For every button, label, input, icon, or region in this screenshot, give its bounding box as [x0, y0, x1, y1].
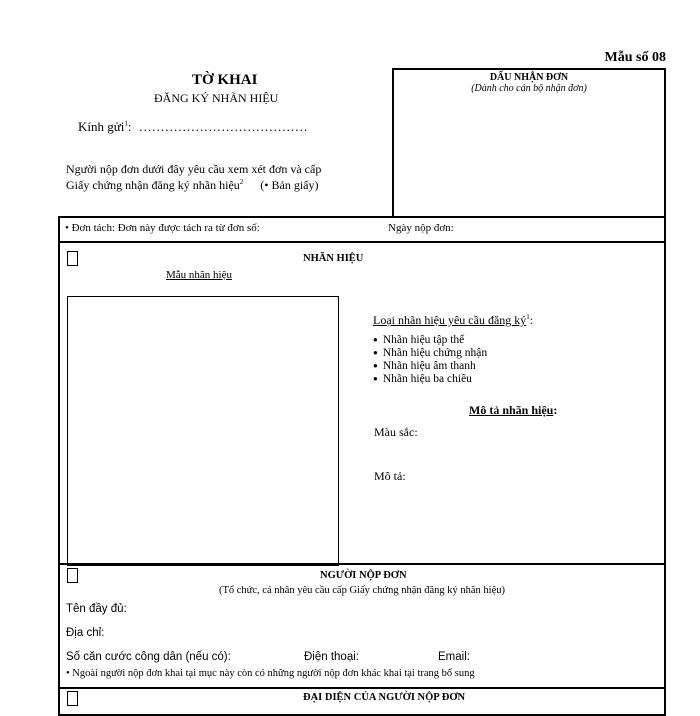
- applicant-section-title: NGƯỜI NỘP ĐƠN: [320, 570, 407, 581]
- trademark-type-certification[interactable]: ● Nhãn hiệu chứng nhận: [373, 347, 487, 360]
- trademark-type-list: [373, 334, 487, 386]
- split-text: Đơn tách: Đơn này được tách ra từ đơn số:: [71, 222, 260, 234]
- applicant-note: (Tổ chức, cá nhân yêu cầu cấp Giấy chứng nhận đăng ký nhãn hiệu): [218, 585, 506, 596]
- trademark-type-3d[interactable]: ● Nhãn hiệu ba chiều: [373, 373, 487, 386]
- trademark-desc-suffix: :: [553, 403, 558, 417]
- recipient-label: Kính gửi: [78, 119, 125, 134]
- form-title: TỜ KHAI: [192, 72, 258, 88]
- form-number: Mẫu số 08: [604, 50, 666, 65]
- trademark-sample-box[interactable]: [67, 296, 339, 566]
- applicant-id-label: Số căn cước công dân (nếu có):: [66, 651, 231, 663]
- request-text: Giấy chứng nhận đăng ký nhãn hiệu: [66, 178, 240, 192]
- trademark-checkbox[interactable]: [67, 251, 78, 266]
- trademark-type-suffix: :: [529, 313, 534, 327]
- recipient-footnote: 1: [124, 119, 128, 128]
- applicant-email-label: Email:: [438, 651, 470, 663]
- split-row: [65, 222, 260, 234]
- applicant-phone-label: Điện thoại:: [304, 651, 359, 663]
- divider-applicant: [58, 563, 666, 565]
- recipient-dots[interactable]: …………………………………: [138, 119, 308, 134]
- applicant-fullname-label: Tên đầy đủ:: [66, 603, 127, 615]
- stamp-box: [392, 68, 666, 218]
- recipient-suffix: :: [127, 119, 132, 134]
- recipient-line: [78, 119, 308, 135]
- form-subtitle: ĐĂNG KÝ NHÃN HIỆU: [154, 91, 279, 105]
- trademark-type-heading: [373, 313, 533, 328]
- trademark-color-label: Màu sắc:: [374, 425, 418, 439]
- representative-checkbox[interactable]: [67, 691, 78, 706]
- split-date-label: Ngày nộp đơn:: [388, 222, 454, 234]
- applicant-checkbox[interactable]: [67, 568, 78, 583]
- stamp-title: DẤU NHẬN ĐƠN: [489, 72, 569, 83]
- trademark-section-title: NHÃN HIỆU: [303, 253, 364, 264]
- trademark-desc-title: Mô tả nhãn hiệu: [469, 403, 554, 417]
- request-line-1: Người nộp đơn dưới đây yêu cầu xem xét đơn và cấp: [66, 162, 322, 176]
- request-line-2: [66, 178, 318, 193]
- divider-representative: [58, 687, 666, 689]
- paper-option[interactable]: (• Bản giấy): [260, 178, 319, 192]
- divider-split: [58, 241, 666, 243]
- trademark-sample-label: Mẫu nhãn hiệu: [166, 269, 232, 281]
- trademark-type-collective[interactable]: ● Nhãn hiệu tập thể: [373, 334, 487, 347]
- applicant-other-note: • Ngoài người nộp đơn khai tại mục này còn có những người nộp đơn khác khai tại trang bổ sung: [66, 668, 475, 679]
- stamp-note: (Dành cho cán bộ nhận đơn): [471, 83, 587, 94]
- trademark-type-footnote: 1: [526, 313, 530, 321]
- trademark-type-label: Loại nhãn hiệu yêu cầu đăng ký: [373, 313, 527, 327]
- representative-section-title: ĐẠI DIỆN CỦA NGƯỜI NỘP ĐƠN: [303, 692, 466, 703]
- split-bullet[interactable]: •: [65, 222, 69, 234]
- trademark-desc-heading: [469, 403, 557, 418]
- trademark-desc-label: Mô tả:: [374, 469, 406, 483]
- trademark-type-sound[interactable]: ● Nhãn hiệu âm thanh: [373, 360, 487, 373]
- applicant-address-label: Địa chỉ:: [66, 627, 105, 639]
- request-footnote: 2: [239, 178, 244, 186]
